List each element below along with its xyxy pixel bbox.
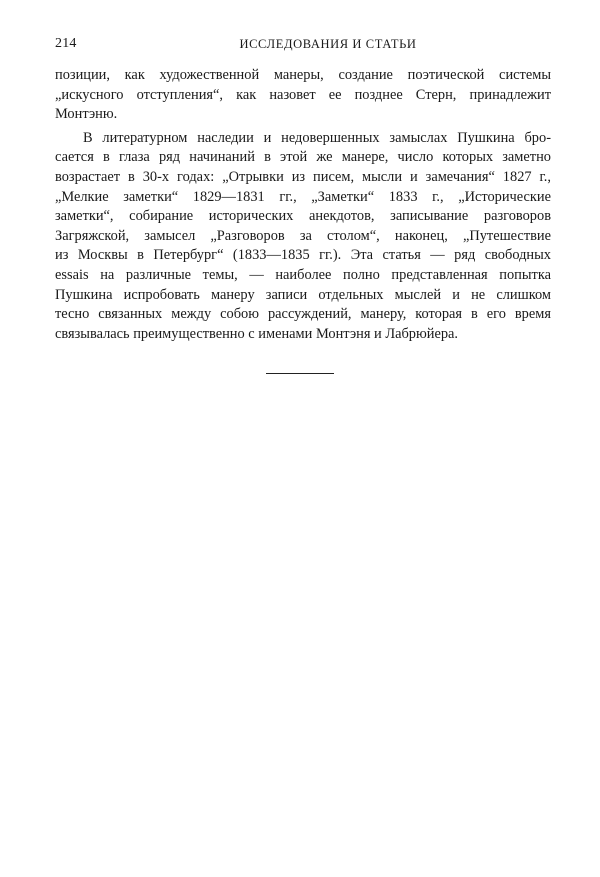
text-line: позиции, как художественной манеры, создание поэтической системы <box>55 67 551 83</box>
text-line: Пушкина испробовать манеру записи отдельных мыслей и не слишком <box>55 286 551 303</box>
text-line: сается в глаза ряд начинаний в этой же манере, число которых заметно <box>55 149 551 166</box>
body-text <box>55 66 551 344</box>
page-number: 214 <box>55 36 77 51</box>
text-line: essais на различные темы, — наиболее полно представленная попытка <box>55 266 551 283</box>
running-title: ИССЛЕДОВАНИЯ И СТАТЬИ <box>239 37 417 51</box>
text-line: из Москвы в Петербург“ (1833—1835 гг.). Эта статья — ряд свободных <box>55 247 551 264</box>
text-line: „искусного отступления“, как назовет ее позднее Стерн, принадлежит <box>55 86 551 103</box>
paragraph-2 <box>55 129 551 345</box>
text-line: заметки“, собирание исторических анекдотов, записывание разговоров <box>55 208 551 225</box>
text-line: возрастает в 30-х годах: „Отрывки из писем, мысли и замечания“ 1827 г., <box>55 168 551 185</box>
text-line: тесно связанных между собою рассуждений, манеру, которая в его время <box>55 306 551 323</box>
text-line: Загряжской, замысел „Разговоров за столом“, наконец, „Путешествие <box>55 227 551 244</box>
text-line: Монтэню. <box>55 106 118 123</box>
text-line: „Мелкие заметки“ 1829—1831 гг., „Заметки“ 1833 г., „Исторические <box>55 188 551 205</box>
page-header <box>55 36 551 54</box>
paragraph-1 <box>55 66 551 125</box>
text-line: В литературном наследии и недовершенных замыслах Пушкина бро- <box>83 129 551 146</box>
text-line: связывалась преимущественно с именами Монтэня и Лабрюйера. <box>55 325 459 342</box>
section-separator <box>266 373 334 374</box>
